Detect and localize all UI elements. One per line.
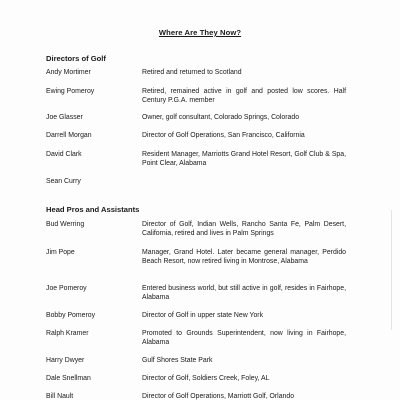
page-title: Where Are They Now? [158,28,242,37]
person-description: Owner, golf consultant, Colorado Springs, Colorado [142,114,300,121]
person-name: Darrell Morgan [46,132,92,139]
person-name: Sean Curry [46,178,81,185]
person-description: Director of Golf, Indian Wells, Rancho Santa Fe, Palm Desert, California, retired and lives in Palm Springs [142,221,346,237]
person-description: Entered business world, but still active in golf, resides in Fairhope, Alabama [142,285,346,301]
person-name: Bobby Pomeroy [46,312,96,319]
person-name: Dale Snellman [46,375,91,382]
person-description: Director of Golf, Soldiers Creek, Foley, AL [142,375,270,382]
person-name: Joe Glasser [46,114,83,121]
person-description: Gulf Shores State Park [142,357,213,364]
person-description: Director of Golf in upper state New York [142,312,264,319]
person-name: Joe Pomeroy [46,285,87,292]
person-description: Director of Golf Operations, Marriott Golf, Orlando [142,393,295,400]
person-name: Bill Nault [46,393,74,400]
person-name: Jim Pope [46,249,75,256]
section-heading-directors-of-golf: Directors of Golf [46,54,106,63]
person-description: Retired and returned to Scotland [142,69,242,76]
person-name: Ralph Kramer [46,330,89,337]
person-description: Director of Golf Operations, San Francisco, California [142,132,305,139]
person-name: David Clark [46,151,82,158]
person-description: Retired, remained active in golf and posted low scores. Half Century P.G.A. member [142,88,346,104]
scan-edge-mark [391,210,392,330]
person-name: Bud Werring [46,221,85,228]
person-name: Harry Dwyer [46,357,85,364]
section-heading-head-pros-and-assistants: Head Pros and Assistants [46,205,140,214]
person-description: Manager, Grand Hotel. Later became general manager, Perdido Beach Resort, now retired living in Montrose, Alabama [142,249,346,265]
person-name: Ewing Pomeroy [46,88,95,95]
person-description: Promoted to Grounds Superintendent, now living in Fairhope, Alabama [142,330,346,346]
person-name: Andy Mortimer [46,69,91,76]
person-description: Resident Manager, Marriotts Grand Hotel Resort, Golf Club & Spa, Point Clear, Alabama [142,151,346,167]
